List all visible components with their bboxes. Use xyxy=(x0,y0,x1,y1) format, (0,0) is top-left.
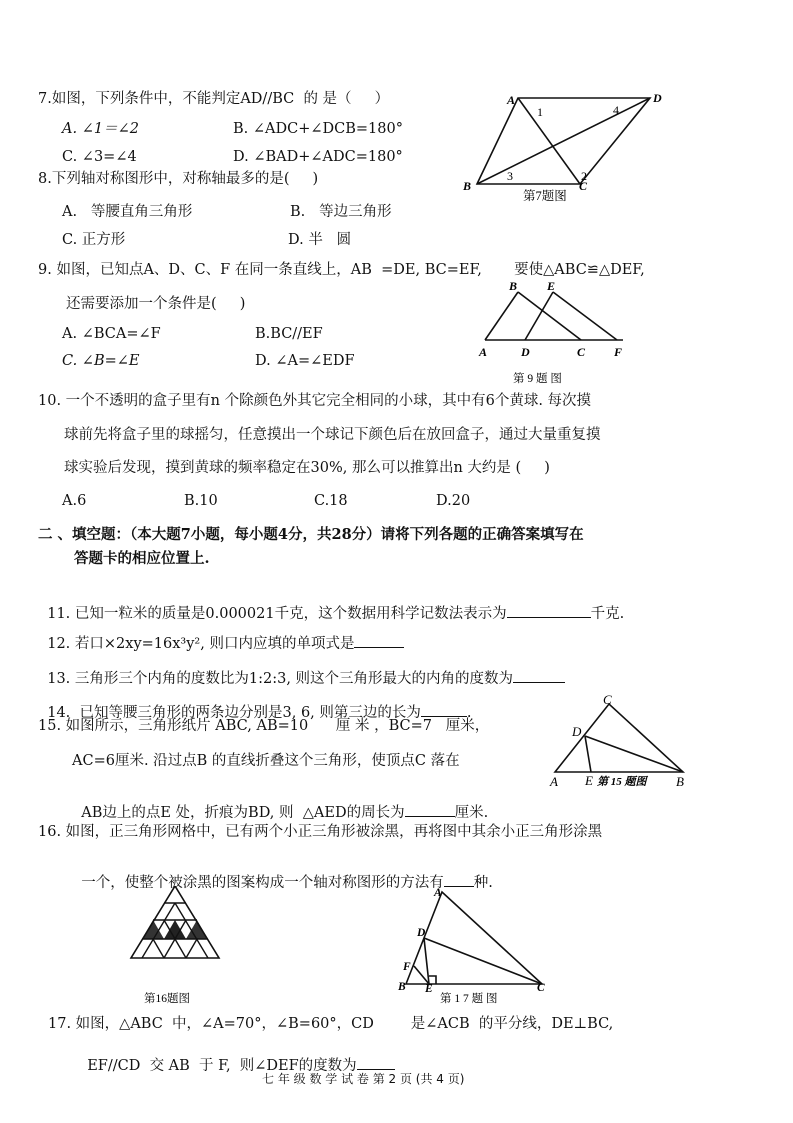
q9-label-c: C xyxy=(577,345,586,359)
q17-answer-blank xyxy=(357,1057,395,1070)
q16-figure xyxy=(122,886,222,1006)
section2-heading-line2: 答题卡的相应位置上. xyxy=(74,550,210,567)
q17-figure xyxy=(396,884,548,1006)
q8-option-b: B. 等边三角形 xyxy=(290,204,392,220)
q11-answer-blank xyxy=(507,605,591,618)
q9-label-f: F xyxy=(614,345,623,359)
q17-label-a: A xyxy=(434,887,442,899)
q9-label-b: B xyxy=(509,279,518,293)
q16-line1: 16. 如图，正三角形网格中，已有两个小正三角形被涂黑，再将图中其余小正三角形涂黑 xyxy=(38,824,603,840)
q17-figure-caption: 第 1 7 题 图 xyxy=(440,993,498,1005)
q9-figure-caption: 第 9 题 图 xyxy=(513,373,562,385)
q12-answer-blank xyxy=(354,635,404,648)
q15-unit: 厘米. xyxy=(454,804,489,821)
q7-option-c: C. ∠3=∠4 xyxy=(62,149,137,165)
q7-label-b: B xyxy=(463,179,472,193)
q15-line2: AC=6厘米. 沿过点B 的直线折叠这个三角形，使顶点C 落在 xyxy=(72,753,460,769)
q15-label-a: A xyxy=(550,774,558,789)
q15-line1: 15. 如图所示，三角形纸片 ABC, AB=10 厘 米 ，BC=7 厘米， xyxy=(38,718,490,734)
q9-option-c: C. ∠B=∠E xyxy=(62,353,140,369)
q16-line2: 一个，使整个被涂黑的图案构成一个轴对称图形的方法有 xyxy=(81,874,444,891)
q13-stem: 13. 三角形三个内角的度数比为1:2:3, 则这个三角形最大的内角的度数为 xyxy=(47,670,514,687)
q8-option-d: D. 半 圆 xyxy=(288,232,352,248)
q15-label-d: D xyxy=(572,724,582,739)
q17-label-b: B xyxy=(398,981,406,993)
q7-angle-1: 1 xyxy=(537,105,543,119)
q17-label-f: F xyxy=(403,961,411,973)
q17-line1: 17. 如图，△ABC 中，∠A=70°，∠B=60°，CD 是∠ACB 的平分线，DE⊥BC, xyxy=(48,1016,614,1032)
q9-figure xyxy=(475,278,635,386)
q15-label-b: B xyxy=(676,774,684,789)
q16-unit: 种. xyxy=(473,874,493,891)
q7-angle-2: 2 xyxy=(581,169,587,183)
q10-line2: 球前先将盒子里的球摇匀，任意摸出一个球记下颜色后在放回盒子，通过大量重复摸 xyxy=(64,427,601,443)
q11-text xyxy=(38,590,624,621)
q10-line1: 10. 一个不透明的盒子里有n 个除颜色外其它完全相同的小球，其中有6个黄球. 每次摸 xyxy=(38,393,592,409)
q8-stem: 8.下列轴对称图形中，对称轴最多的是( ) xyxy=(38,171,319,187)
q7-angle-3: 3 xyxy=(507,169,513,183)
q13-text xyxy=(38,655,565,686)
q17-label-d: D xyxy=(417,927,426,939)
q9-label-a: A xyxy=(479,345,488,359)
q10-line3: 球实验后发现，摸到黄球的频率稳定在30%, 那么可以推算出n 大约是 ( ) xyxy=(64,460,550,476)
q15-label-c: C xyxy=(603,692,612,707)
q9-label-e: E xyxy=(547,279,556,293)
q13-answer-blank xyxy=(513,670,565,683)
q16-figure-caption: 第16题图 xyxy=(144,993,190,1005)
q7-stem: 7.如图，下列条件中，不能判定AD//BC 的 是（ ） xyxy=(38,91,390,107)
q9-stem: 9. 如图，已知点A、D、C、F 在同一条直线上，AB =DE, BC=EF, 要使△ABC≌△DEF, xyxy=(38,262,645,278)
q10-option-c: C.18 xyxy=(314,493,348,509)
q7-option-b: B. ∠ADC+∠DCB=180° xyxy=(233,121,403,137)
q8-option-c: C. 正方形 xyxy=(62,232,126,248)
q9-option-a: A. ∠BCA=∠F xyxy=(62,326,161,342)
q7-figure xyxy=(455,86,687,204)
q7-angle-4: 4 xyxy=(613,103,619,117)
q15-text xyxy=(72,789,488,820)
q7-option-a: A. ∠1＝∠2 xyxy=(62,121,139,137)
q14-answer-blank xyxy=(421,704,467,717)
q11-stem: 11. 已知一粒米的质量是0.000021千克，这个数据用科学记数法表示为 xyxy=(47,605,507,622)
q17-label-c: C xyxy=(537,982,545,994)
q14-stem: 14. 已知等腰三角形的两条边分别是3, 6, 则第三边的长为 xyxy=(47,704,421,721)
q8-option-a: A. 等腰直角三角形 xyxy=(62,204,193,220)
q15-figure-caption: 第 15 题图 xyxy=(597,776,647,788)
section2-heading: 二 、填空题：（本大题7小题，每小题4分，共28分）请将下列各题的正确答案填写在 xyxy=(38,526,584,543)
q17-line2: EF//CD 交 AB 于 F, 则∠DEF的度数为 xyxy=(87,1057,357,1074)
q15-line3: AB边上的点E 处，折痕为BD, 则 △AED的周长为 xyxy=(81,804,405,821)
q14-end: . xyxy=(466,704,472,721)
q9-label-d: D xyxy=(521,345,530,359)
q17-label-e: E xyxy=(425,983,433,995)
q10-option-a: A.6 xyxy=(62,493,87,509)
q9-stem-line2: 还需要添加一个条件是( ) xyxy=(66,296,246,312)
page-footer: 七 年 级 数 学 试 卷 第 2 页 (共 4 页) xyxy=(262,1072,465,1086)
q9-option-b: B.BC//EF xyxy=(255,326,323,342)
q14-text xyxy=(38,689,472,720)
q15-label-e: E xyxy=(585,773,593,788)
q7-label-d: D xyxy=(653,91,662,105)
q7-label-a: A xyxy=(507,93,516,107)
q15-figure xyxy=(545,692,693,790)
q9-option-d: D. ∠A=∠EDF xyxy=(255,353,355,369)
q17-text xyxy=(78,1042,395,1073)
q10-option-d: D.20 xyxy=(436,493,471,509)
q12-text xyxy=(38,620,404,651)
q10-option-b: B.10 xyxy=(184,493,218,509)
q11-unit: 千克. xyxy=(590,605,625,622)
q7-option-d: D. ∠BAD+∠ADC=180° xyxy=(233,149,403,165)
q7-label-c: C xyxy=(579,179,588,193)
q15-answer-blank xyxy=(405,804,455,817)
q12-stem: 12. 若口×2xy=16x³y², 则口内应填的单项式是 xyxy=(47,635,355,652)
q7-figure-caption: 第7题图 xyxy=(523,189,567,203)
